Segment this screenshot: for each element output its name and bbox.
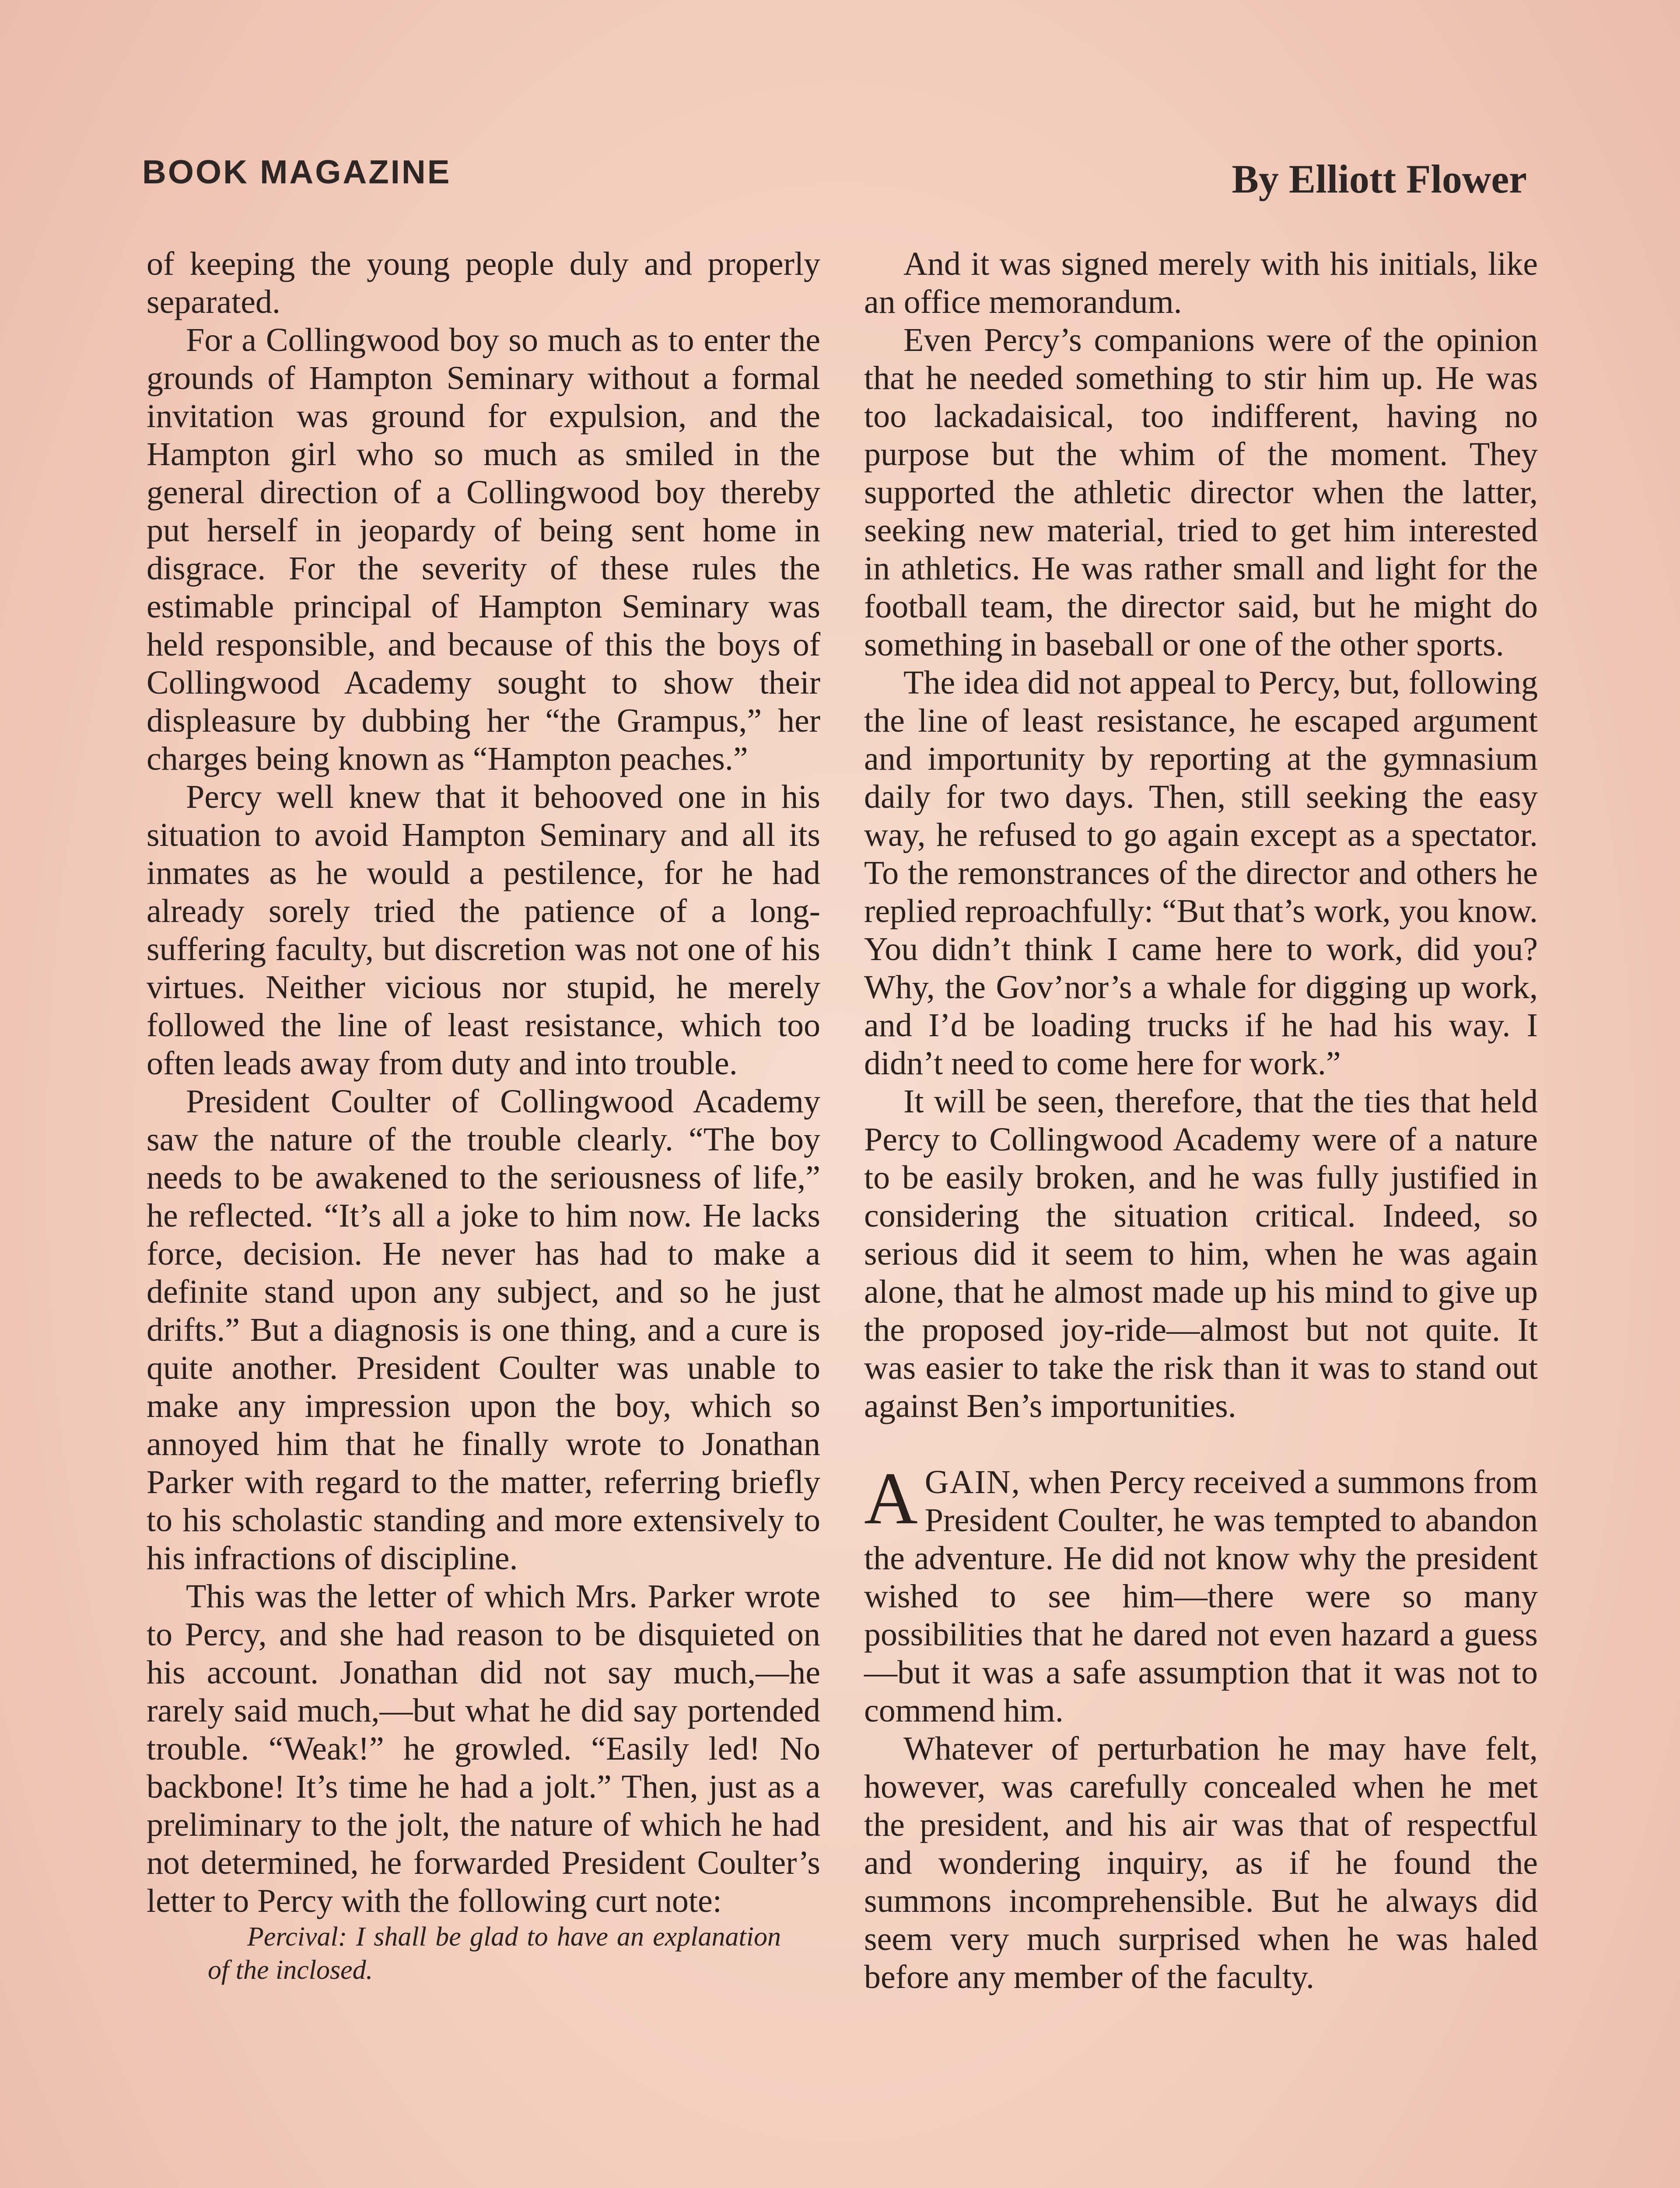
paragraph: Even Percy’s companions were of the opinion that he needed something to stir him up. He was too lackadaisical, too indifferent, having no purpose but the whim of the moment. They supported the athletic director when the latter, seeking new material, tried to get him interested in athletics. He was rather small and light for the football team, the director said, but he might do something in baseball or one of the other sports.	[864, 322, 1538, 663]
paragraph: Percy well knew that it behooved one in his situation to avoid Hampton Seminary and all its inmates as he would a pestilence, for he had already sorely tried the patience of a long-suffering faculty, but discretion was not one of his virtues. Neither vicious nor stupid, he merely followed the line of least resistance, which too often leads away from duty and into trouble.	[147, 778, 820, 1082]
section-break	[864, 1425, 1538, 1463]
drop-cap: A	[864, 1457, 918, 1539]
left-column	[147, 245, 820, 1987]
publication-title: BOOK MAGAZINE	[142, 154, 452, 191]
running-header	[142, 153, 1527, 214]
paragraph: of keeping the young people duly and properly separated.	[147, 245, 820, 320]
paragraph: Whatever of perturbation he may have felt, however, was carefully concealed when he met the president, and his air was that of respectful and wondering inquiry, as if he found the summons incomprehensible. But he always did seem very much surprised when he was haled before any member of the faculty.	[864, 1730, 1538, 1995]
paragraph: It will be seen, therefore, that the ties that held Percy to Collingwood Academy were of a nature to be easily broken, and he was fully justified in considering the situation critical. Indeed, so serious did it seem to him, when he was again alone, that he almost made up his mind to give up the proposed joy-ride—almost but not quite. It was easier to take the risk than it was to stand out against Ben’s importunities.	[864, 1083, 1538, 1424]
paragraph: The idea did not appeal to Percy, but, following the line of least resistance, he escaped argument and importunity by reporting at the gymnasium daily for two days. Then, still seeking the easy way, he refused to go again except as a spectator. To the remonstrances of the director and others he replied reproachfully: “But that’s work, you know. You didn’t think I came here to work, did you? Why, the Gov’nor’s a whale for digging up work, and I’d be loading trucks if he had his way. I didn’t need to come here for work.”	[864, 664, 1538, 1082]
paragraph: This was the letter of which Mrs. Parker wrote to Percy, and she had reason to be disquieted on his account. Jonathan did not say much,—he rarely said much,—but what he did say portended trouble. “Weak!” he growled. “Easily led! No backbone! It’s time he had a jolt.” Then, just as a preliminary to the jolt, the nature of which he had not determined, he forwarded President Coulter’s letter to Percy with the following curt note:	[147, 1578, 820, 1919]
paragraph: And it was signed merely with his initials, like an office memorandum.	[864, 245, 1538, 320]
paragraph-text: when Percy received a summons from President Coulter, he was tempted to abandon the adventure. He did not know why the president wished to see him—there were so many possibilities that he dared not even hazard a guess—but it was a safe assumption that it was not to commend him.	[864, 1464, 1538, 1729]
author-byline: By Elliott Flower	[1232, 157, 1527, 201]
paragraph: For a Collingwood boy so much as to enter the grounds of Hampton Seminary without a formal invitation was ground for expulsion, and the Hampton girl who so much as smiled in the general direction of a Collingwood boy thereby put herself in jeopardy of being sent home in disgrace. For the severity of these rules the estimable principal of Hampton Seminary was held responsible, and because of this the boys of Collingwood Academy sought to show their displeasure by dubbing her “the Grampus,” her charges being known as “Hampton peaches.”	[147, 322, 820, 777]
parker-note: Percival: I shall be glad to have an explanation of the inclosed.	[208, 1922, 781, 1985]
paragraph: President Coulter of Collingwood Academy saw the nature of the trouble clearly. “The boy needs to be awakened to the seriousness of life,” he reflected. “It’s all a joke to him now. He lacks force, decision. He never has had to make a definite stand upon any subject, and so he just drifts.” But a diagnosis is one thing, and a cure is quite another. President Coulter was unable to make any impression upon the boy, which so annoyed him that he finally wrote to Jonathan Parker with regard to the matter, referring briefly to his scholastic standing and more extensively to his infractions of discipline.	[147, 1083, 820, 1577]
right-column	[864, 245, 1538, 1996]
section-opening-paragraph	[864, 1457, 1538, 1730]
lead-in-caps: GAIN,	[924, 1464, 1021, 1501]
